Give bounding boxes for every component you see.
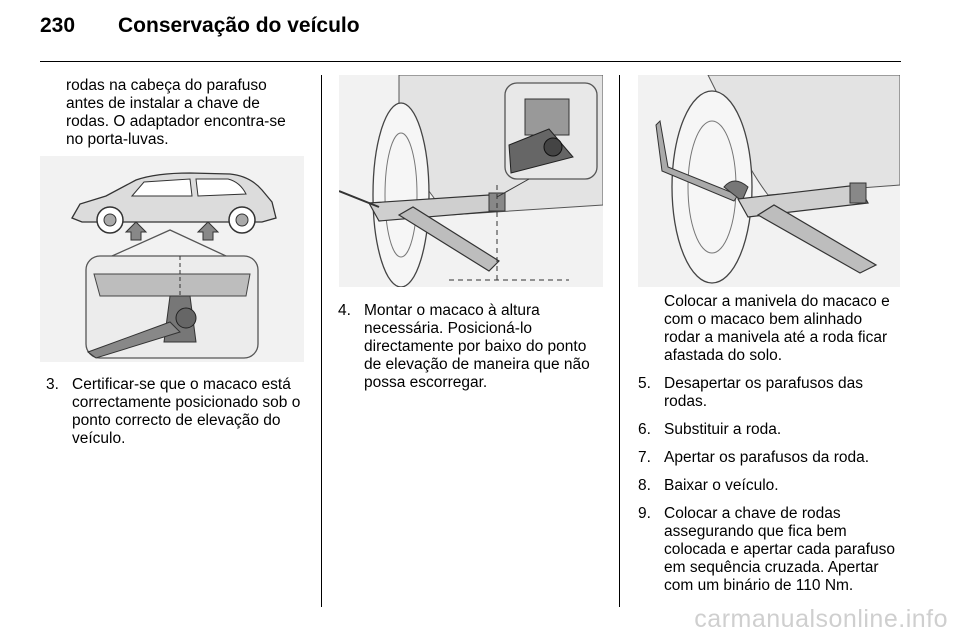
column-divider-2	[619, 75, 620, 607]
step-number: 8.	[638, 477, 651, 494]
column-divider-1	[321, 75, 322, 607]
car-jack-point-illustration	[40, 156, 304, 362]
step-5	[638, 375, 902, 411]
watermark: carmanualsonline.info	[694, 605, 948, 633]
crank-jack-illustration	[638, 75, 900, 287]
step-number: 9.	[638, 505, 651, 522]
header-rule	[40, 61, 901, 62]
step-text: Desapertar os parafusos das rodas.	[664, 375, 864, 410]
col3-intro-text: Colocar a manivela do macaco e com o macaco bem alinhado rodar a manivela até a roda ficar afastada do solo.	[664, 293, 890, 364]
page-title: Conservação do veículo	[118, 14, 360, 37]
col1-steps	[46, 376, 308, 458]
step-number: 4.	[338, 302, 351, 319]
step-text: Baixar o veículo.	[664, 477, 779, 494]
col2-steps	[338, 302, 604, 402]
step-number: 5.	[638, 375, 651, 392]
step-3	[46, 376, 308, 448]
page-number: 230	[40, 14, 76, 37]
col3-content	[638, 293, 902, 605]
col1-intro	[66, 77, 306, 149]
page-header	[40, 14, 900, 48]
step-number: 3.	[46, 376, 59, 393]
step-text: Colocar a chave de rodas assegurando que fica bem colocada e apertar cada parafuso em sequência cruzada. Apertar com um binário de 110 Nm.	[664, 505, 895, 594]
step-text: Montar o macaco à altura necessária. Posicioná-lo directamente por baixo do ponto de elevação de maneira que não possa escorregar.	[364, 302, 590, 391]
step-number: 6.	[638, 421, 651, 438]
jack-positioning-illustration	[339, 75, 603, 287]
step-8	[638, 477, 902, 495]
step-9	[638, 505, 902, 595]
step-4	[338, 302, 604, 392]
step-7	[638, 449, 902, 467]
step-number: 7.	[638, 449, 651, 466]
step-text: Apertar os parafusos da roda.	[664, 449, 870, 466]
step-text: Substituir a roda.	[664, 421, 782, 438]
col1-intro-text: rodas na cabeça do parafuso antes de instalar a chave de rodas. O adaptador encontra-se no porta-luvas.	[66, 77, 286, 148]
step-text: Certificar-se que o macaco está correctamente posicionado sob o ponto correcto de elevação do veículo.	[72, 376, 301, 447]
step-6	[638, 421, 902, 439]
